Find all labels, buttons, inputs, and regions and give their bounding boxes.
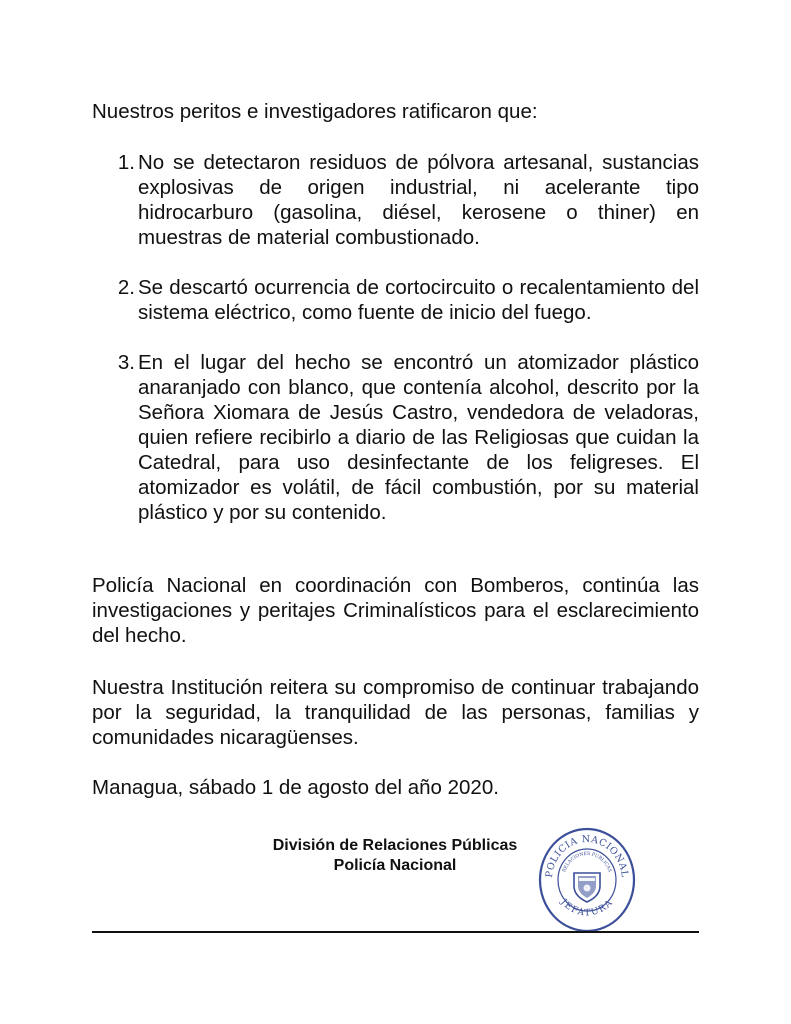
signature-division: División de Relaciones Públicas bbox=[272, 837, 518, 854]
police-seal-stamp bbox=[537, 826, 637, 934]
finding-text: Se descartó ocurrencia de cortocircuito o recalentamiento del sistema eléctrico, como fuente de inicio del fuego. bbox=[138, 276, 699, 324]
footer-divider bbox=[92, 931, 699, 933]
intro-paragraph: Nuestros peritos e investigadores ratificaron que: bbox=[92, 100, 538, 123]
finding-number: 2. bbox=[117, 276, 135, 299]
seal-outer-text: POLICIA NACIONAL bbox=[543, 833, 631, 879]
signature-block bbox=[230, 836, 560, 876]
shield-icon bbox=[574, 873, 600, 902]
finding-text: En el lugar del hecho se encontró un atomizador plástico anaranjado con blanco, que contenía alcohol, descrito por la Señora Xiomara de Jesús Castro, vendedora de veladoras, quien refiere recibirlo a diario de las Religiosas que cuidan la Catedral, para uso desinfectante de los feligreses. El atomizador es volátil, de fácil combustión, por su material plástico y por su contenido. bbox=[138, 351, 699, 524]
investigation-paragraph: Policía Nacional en coordinación con Bomberos, continúa las investigaciones y peritajes Criminalísticos para el esclarecimiento del hecho. bbox=[92, 574, 699, 647]
finding-item bbox=[92, 150, 699, 250]
finding-text: No se detectaron residuos de pólvora artesanal, sustancias explosivas de origen industrial, ni acelerante tipo hidrocarburo (gasolina, diésel, kerosene o thiner) en muestras de material combustionado. bbox=[138, 151, 699, 249]
seal-inner-text: RELACIONES PUBLICAS bbox=[562, 851, 612, 874]
seal-bottom-text: JEFATURA bbox=[558, 897, 616, 919]
finding-item bbox=[92, 350, 699, 525]
finding-number: 1. bbox=[117, 151, 135, 174]
finding-item bbox=[92, 275, 699, 325]
findings-list bbox=[92, 150, 699, 550]
signature-institution: Policía Nacional bbox=[333, 857, 457, 874]
commitment-paragraph: Nuestra Institución reitera su compromiso de continuar trabajando por la seguridad, la tranquilidad de las personas, familias y comunidades nicaragüenses. bbox=[92, 676, 699, 749]
finding-number: 3. bbox=[117, 351, 135, 374]
date-line: Managua, sábado 1 de agosto del año 2020. bbox=[92, 776, 499, 799]
